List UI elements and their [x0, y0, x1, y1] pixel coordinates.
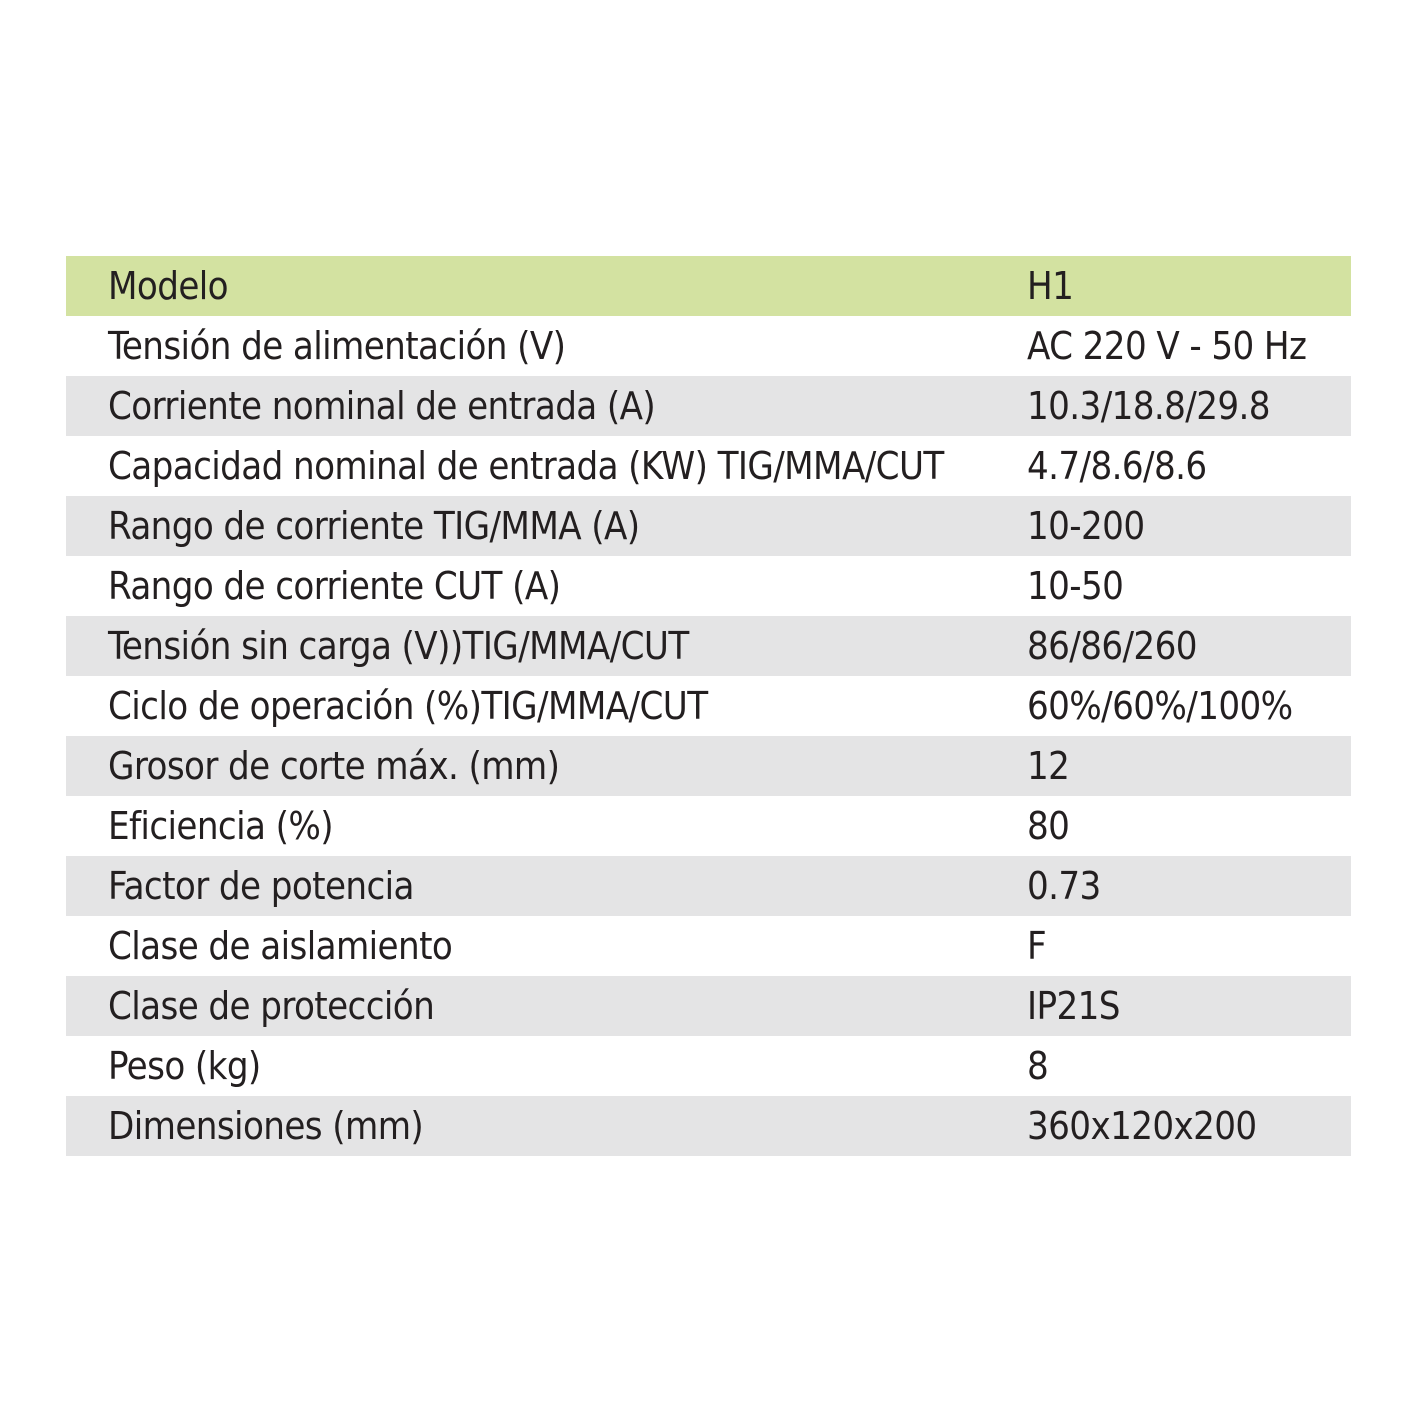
table-row [66, 796, 1351, 856]
row-value: 60%/60%/100% [1027, 684, 1293, 728]
table-row [66, 856, 1351, 916]
row-value: 80 [1027, 804, 1070, 848]
header-value: H1 [1027, 264, 1074, 308]
row-value: 10.3/18.8/29.8 [1027, 384, 1270, 428]
row-value: F [1027, 924, 1047, 968]
table-row [66, 916, 1351, 976]
table-row [66, 316, 1351, 376]
row-label: Rango de corriente TIG/MMA (A) [108, 504, 640, 548]
row-label: Tensión sin carga (V))TIG/MMA/CUT [108, 624, 689, 668]
row-value: 0.73 [1027, 864, 1101, 908]
row-value: 10-50 [1027, 564, 1124, 608]
row-value: AC 220 V - 50 Hz [1027, 324, 1307, 368]
row-value: IP21S [1027, 984, 1120, 1028]
row-label: Clase de protección [108, 984, 435, 1028]
table-row [66, 436, 1351, 496]
spec-table [66, 256, 1351, 1156]
table-row [66, 556, 1351, 616]
row-label: Tensión de alimentación (V) [108, 324, 566, 368]
row-label: Ciclo de operación (%)TIG/MMA/CUT [108, 684, 708, 728]
table-row [66, 496, 1351, 556]
row-value: 4.7/8.6/8.6 [1027, 444, 1207, 488]
row-value: 8 [1027, 1044, 1049, 1088]
table-header-row [66, 256, 1351, 316]
row-label: Capacidad nominal de entrada (KW) TIG/MMA/CUT [108, 444, 944, 488]
row-label: Corriente nominal de entrada (A) [108, 384, 656, 428]
table-row [66, 736, 1351, 796]
header-label: Modelo [108, 264, 228, 308]
row-value: 86/86/260 [1027, 624, 1197, 668]
table-row [66, 1036, 1351, 1096]
row-label: Peso (kg) [108, 1044, 261, 1088]
table-row [66, 616, 1351, 676]
table-row [66, 676, 1351, 736]
row-label: Rango de corriente CUT (A) [108, 564, 561, 608]
row-value: 10-200 [1027, 504, 1145, 548]
row-label: Dimensiones (mm) [108, 1104, 424, 1148]
table-row [66, 976, 1351, 1036]
row-label: Clase de aislamiento [108, 924, 453, 968]
row-label: Grosor de corte máx. (mm) [108, 744, 560, 788]
row-label: Eficiencia (%) [108, 804, 333, 848]
row-value: 360x120x200 [1027, 1104, 1257, 1148]
row-label: Factor de potencia [108, 864, 414, 908]
table-row [66, 376, 1351, 436]
row-value: 12 [1027, 744, 1070, 788]
table-row [66, 1096, 1351, 1156]
